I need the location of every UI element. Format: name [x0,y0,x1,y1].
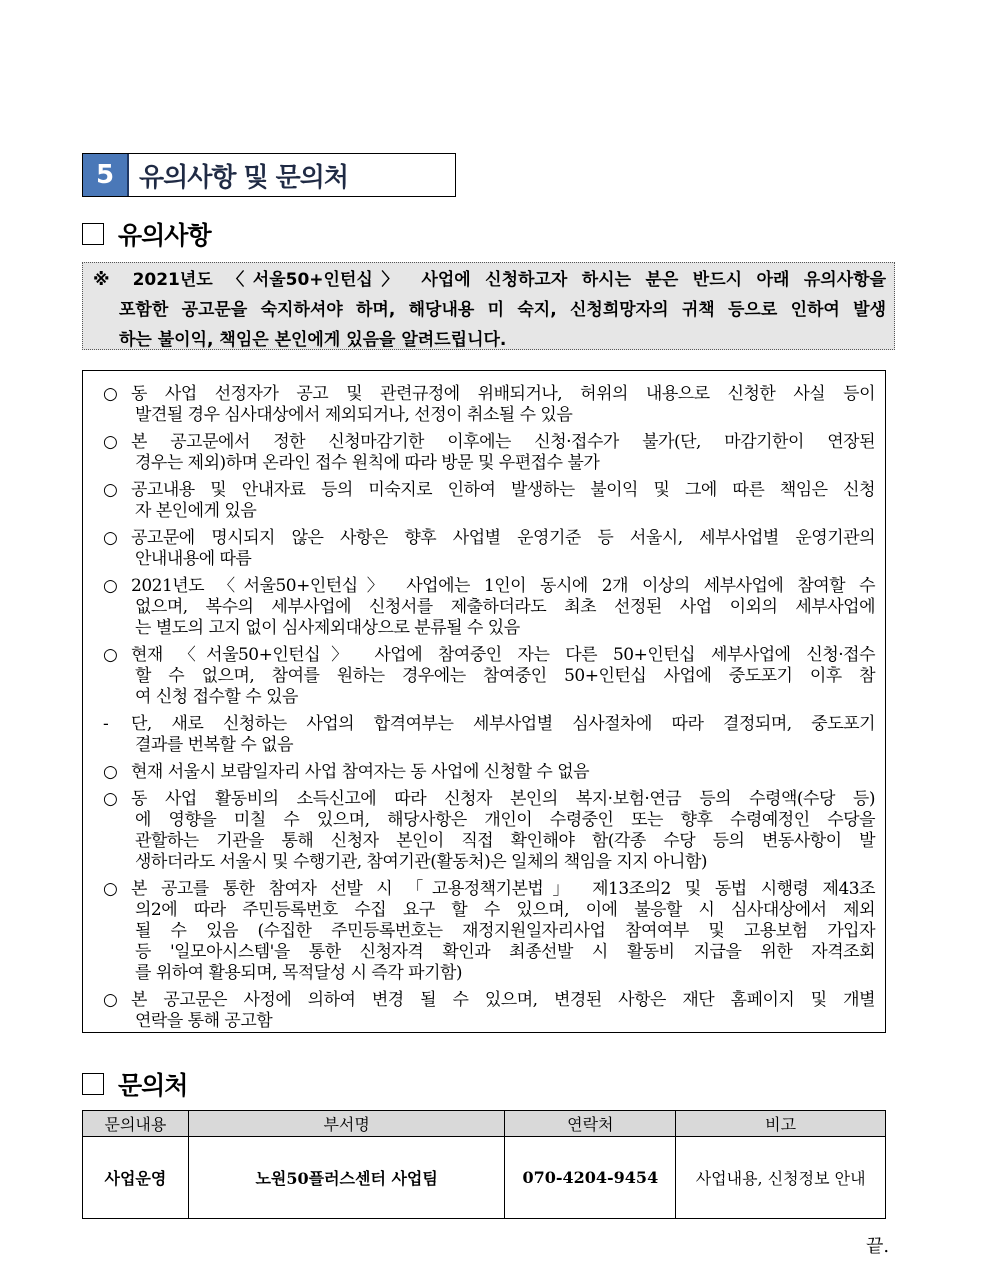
list-item-line: 자 본인에게 있음 [135,501,257,521]
table-header-row [83,1111,886,1137]
circle-bullet-icon: ○ [103,879,118,899]
header-cell: 비고 [676,1111,886,1137]
circle-bullet-icon: ○ [103,432,118,452]
circle-bullet-icon: ○ [103,480,118,500]
notes-heading [82,216,211,252]
section-title: 유의사항 및 문의처 [139,162,349,193]
dash-bullet-icon: - [103,714,109,734]
end-mark: 끝. [866,1236,890,1257]
list-item-line: 결과를 번복할 수 없음 [135,735,294,755]
table-cell: 노원50플러스센터 사업팀 [188,1137,505,1219]
list-item-line: 할 수 없으며, 참여를 원하는 경우에는 참여중인 50+인턴십 사업에 중도포기 이후 참 [135,666,875,686]
list-item-line: 현재 서울시 보람일자리 사업 참여자는 동 사업에 신청할 수 없음 [131,762,590,782]
notice-box [82,262,895,350]
notice-line: 포함한 공고문을 숙지하셔야 하며, 해당내용 미 숙지, 신청희망자의 귀책 등으로 인하여 발생 [119,300,886,320]
notice-line: 하는 불이익, 책임은 본인에게 있음을 알려드립니다. [119,330,507,350]
list-item [103,990,875,1032]
list-item-line: 경우는 제외)하며 온라인 접수 원칙에 따라 방문 및 우편접수 불가 [135,453,600,473]
list-item-line: 발견될 경우 심사대상에서 제외되거나, 선정이 취소될 수 있음 [135,405,573,425]
circle-bullet-icon: ○ [103,789,118,809]
contact-heading [82,1066,187,1102]
list-item-line: 동 사업 선정자가 공고 및 관련규정에 위배되거나, 허위의 내용으로 신청한 사실 등이 [131,384,875,404]
circle-bullet-icon: ○ [103,384,118,404]
list-item-line: 생하더라도 서울시 및 수행기관, 참여기관(활동처)은 일체의 책임을 지지 아니함) [135,852,708,872]
list-item-line: 공고문에 명시되지 않은 사항은 향후 사업별 운영기준 등 서울시, 세부사업별 운영기관의 [131,528,875,548]
list-item [103,789,875,873]
circle-bullet-icon: ○ [103,576,118,596]
square-bullet-icon [82,1073,104,1095]
list-item [103,576,875,639]
section-header [82,153,456,197]
list-item-line: 본 공고문에서 정한 신청마감기한 이후에는 신청·접수가 불가(단, 마감기한이 연장된 [131,432,875,452]
list-item-line: 안내내용에 따름 [135,549,252,569]
header-cell: 연락처 [505,1111,676,1137]
list-item-line: 공고내용 및 안내자료 등의 미숙지로 인하여 발생하는 불이익 및 그에 따른 책임은 신청 [131,480,875,500]
list-item [103,384,875,426]
list-item [103,762,875,783]
contact-heading-text: 문의처 [118,1071,188,1100]
list-item-line: 동 사업 활동비의 소득신고에 따라 신청자 본인의 복지·보험·연금 등의 수령액(수당 등) [131,789,875,809]
list-item-line: 연락을 통해 공고함 [135,1011,273,1031]
table-cell: 사업운영 [83,1137,189,1219]
list-item-line: 여 신청 접수할 수 있음 [135,687,298,707]
header-cell: 부서명 [188,1111,505,1137]
list-item [103,528,875,570]
notes-list [82,370,886,1033]
list-item [103,480,875,522]
circle-bullet-icon: ○ [103,645,118,665]
list-item-line: 2021년도 〈서울50+인턴십〉 사업에는 1인이 동시에 2개 이상의 세부사업에 참여할 수 [131,576,875,596]
list-item-line: 본 공고문은 사정에 의하여 변경 될 수 있으며, 변경된 사항은 재단 홈페이지 및 개별 [131,990,875,1010]
list-item [103,714,875,756]
list-item-line: 에 영향을 미칠 수 있으며, 해당사항은 개인이 수령중인 또는 향후 수령예정인 수당을 [135,810,875,830]
list-item-line: 없으며, 복수의 세부사업에 신청서를 제출하더라도 최초 선정된 사업 이외의 세부사업에 [135,597,875,617]
list-item-line: 의2에 따라 주민등록번호 수집 요구 할 수 있으며, 이에 불응할 시 심사대상에서 제외 [135,900,875,920]
header-cell: 문의내용 [83,1111,189,1137]
list-item [103,645,875,708]
list-item-line: 단, 새로 신청하는 사업의 합격여부는 세부사업별 심사절차에 따라 결정되며, 중도포기 [131,714,875,734]
circle-bullet-icon: ○ [103,762,118,782]
notice-line: ※ 2021년도 〈서울50+인턴십〉 사업에 신청하고자 하시는 분은 반드시 아래 유의사항을 [93,270,886,290]
notes-heading-text: 유의사항 [118,221,211,250]
square-bullet-icon [82,223,104,245]
list-item-line: 본 공고를 통한 참여자 선발 시 「고용정책기본법」 제13조의2 및 동법 시행령 제43조 [131,879,875,899]
list-item-line: 될 수 있음 (수집한 주민등록번호는 재정지원일자리사업 참여여부 및 고용보험 가입자 [135,921,875,941]
circle-bullet-icon: ○ [103,528,118,548]
circle-bullet-icon: ○ [103,990,118,1010]
list-item-line: 를 위하여 활용되며, 목적달성 시 즉각 파기함) [135,963,463,983]
phone-number: 070-4204-9454 [505,1137,676,1219]
list-item [103,432,875,474]
section-number: 5 [83,154,129,196]
list-item-line: 는 별도의 고지 없이 심사제외대상으로 분류될 수 있음 [135,618,520,638]
list-item-line: 현재 〈서울50+인턴십〉 사업에 참여중인 자는 다른 50+인턴십 세부사업에 신청·접수 [131,645,875,665]
list-item-line: 관할하는 기관을 통해 신청자 본인이 직접 확인해야 함(각종 수당 등의 변동사항이 발 [135,831,875,851]
table-row [83,1137,886,1219]
list-item [103,879,875,984]
list-item-line: 등 '일모아시스템'을 통한 신청자격 확인과 최종선발 시 활동비 지급을 위한 자격조회 [135,942,875,962]
contact-table [82,1110,886,1219]
table-cell: 사업내용, 신청정보 안내 [676,1137,886,1219]
